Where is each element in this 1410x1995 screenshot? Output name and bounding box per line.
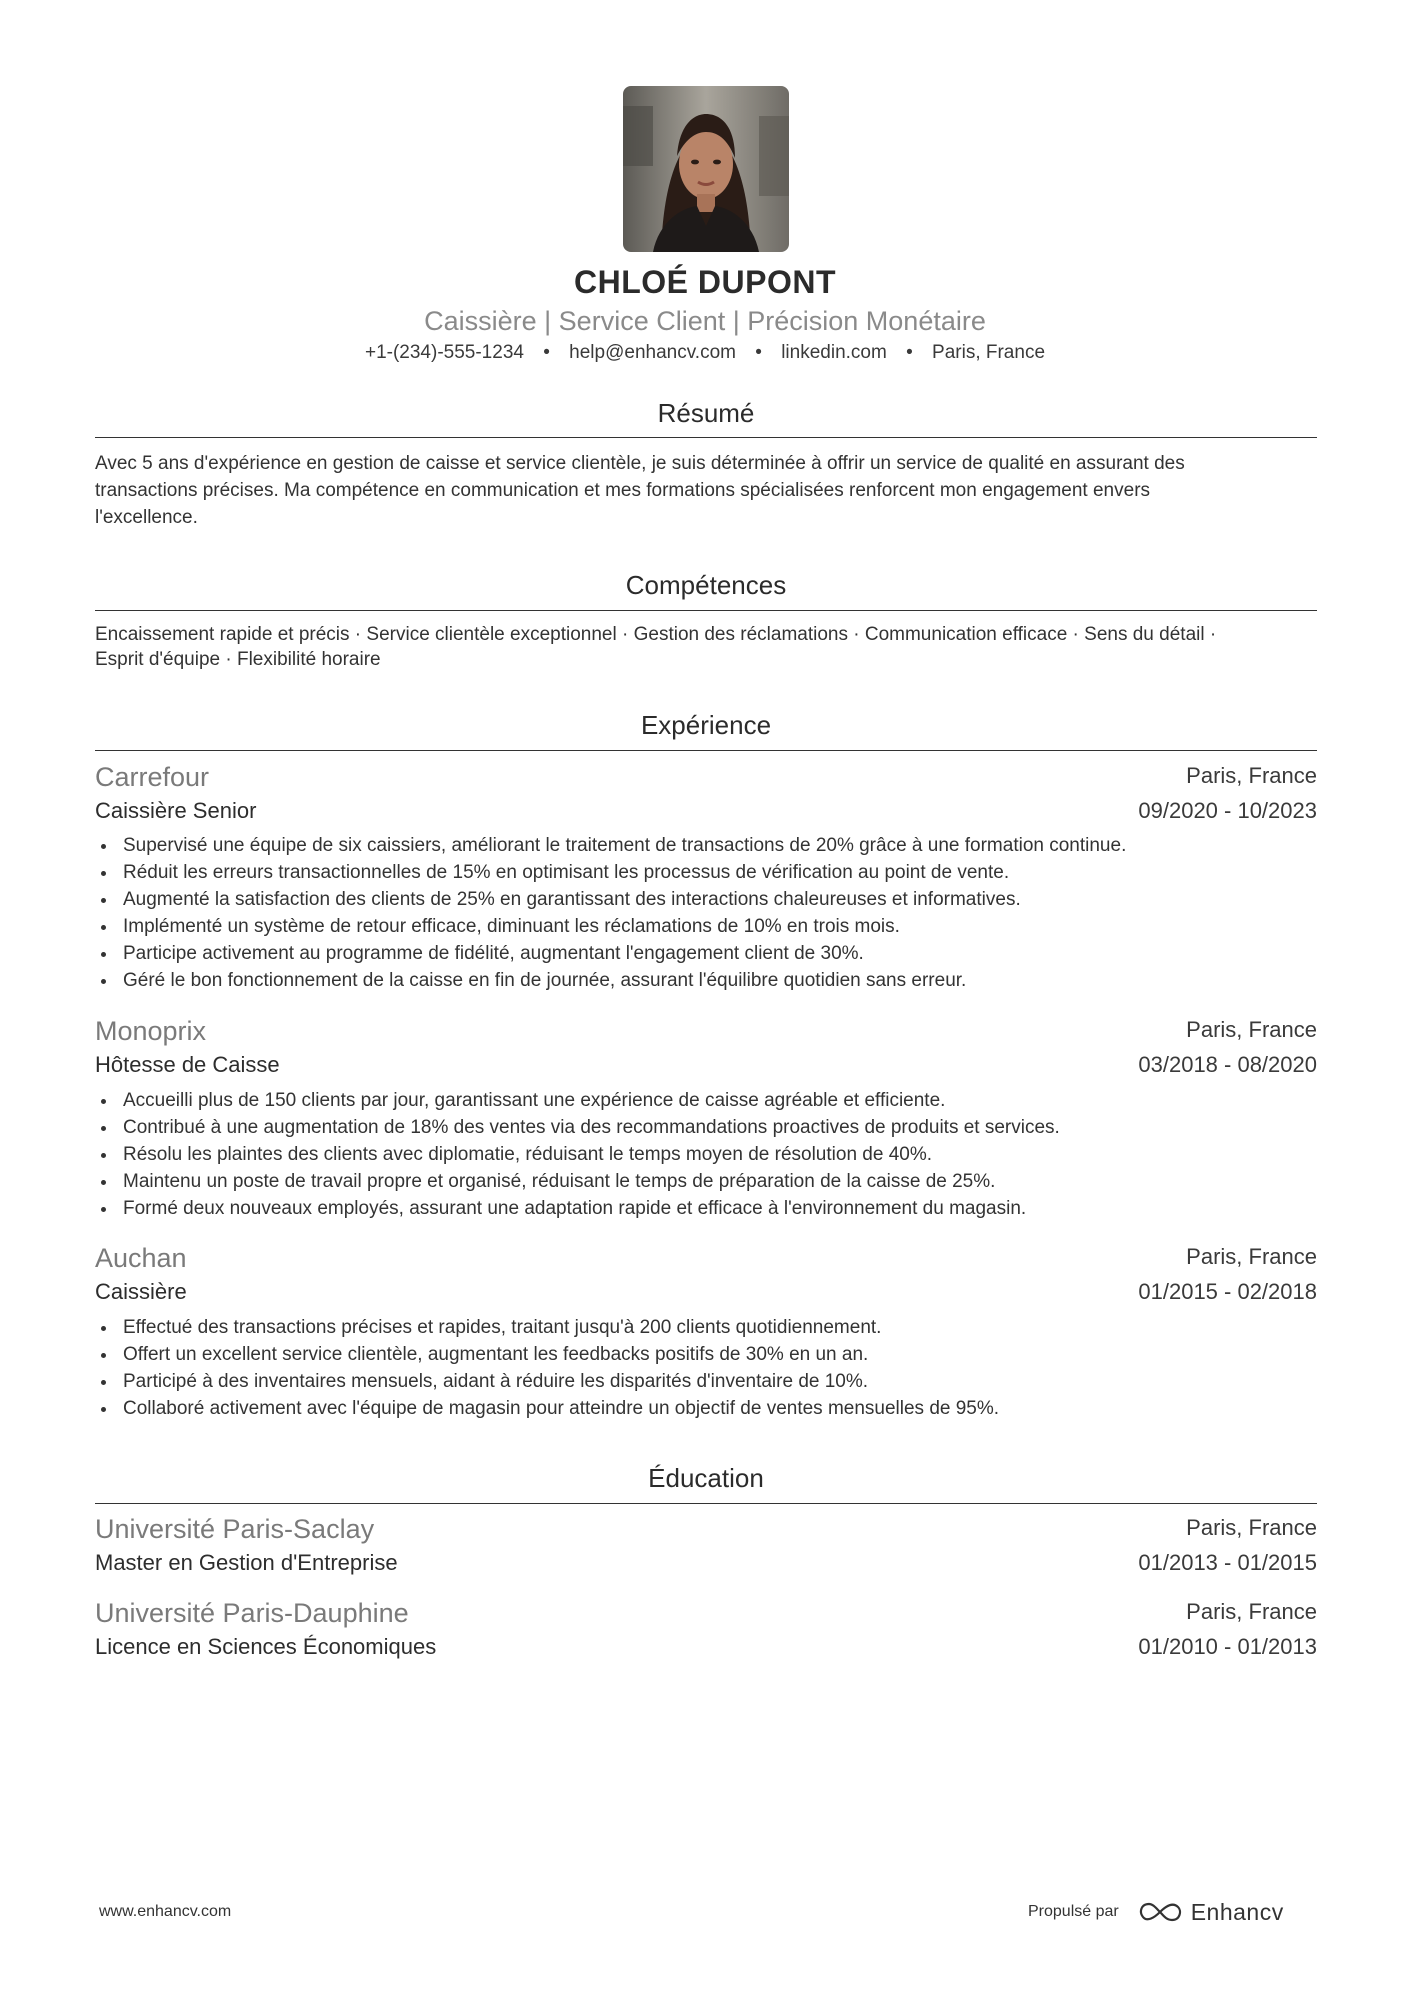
job-dates: 03/2018 - 08/2020 bbox=[1138, 1052, 1317, 1077]
job-bullets bbox=[95, 1087, 1317, 1222]
profile-photo-icon bbox=[623, 86, 789, 252]
job-bullet: Implémenté un système de retour efficace, diminuant les réclamations de 10% en trois mois. bbox=[95, 913, 1317, 940]
contact-line bbox=[0, 342, 1410, 364]
section-title-experience: Expérience bbox=[640, 710, 772, 740]
job-bullet: Offert un excellent service clientèle, augmentant les feedbacks positifs de 30% en un an. bbox=[95, 1341, 1317, 1368]
section-divider bbox=[95, 610, 1317, 611]
job-company: Auchan bbox=[95, 1243, 187, 1273]
contact-separator: • bbox=[906, 342, 913, 363]
enhancv-logo-icon bbox=[1137, 1900, 1183, 1924]
section-title-education: Éducation bbox=[648, 1463, 764, 1493]
job-bullets bbox=[95, 1314, 1317, 1422]
school-degree: Master en Gestion d'Entreprise bbox=[95, 1550, 398, 1575]
contact-linkedin[interactable]: linkedin.com bbox=[781, 342, 887, 363]
job-bullet: Géré le bon fonctionnement de la caisse en fin de journée, assurant l'équilibre quotidien sans erreur. bbox=[95, 967, 1317, 994]
summary-text bbox=[95, 450, 1317, 531]
candidate-name: CHLOÉ DUPONT bbox=[574, 264, 836, 300]
job-location: Paris, France bbox=[1186, 763, 1317, 788]
contact-phone[interactable]: +1-(234)-555-1234 bbox=[364, 342, 524, 363]
footer-branding bbox=[1028, 1897, 1284, 1927]
school-degree: Licence en Sciences Économiques bbox=[95, 1634, 437, 1659]
school-location: Paris, France bbox=[1186, 1599, 1317, 1624]
job-bullet: Participé à des inventaires mensuels, aidant à réduire les disparités d'inventaire de 10%. bbox=[95, 1368, 1317, 1395]
summary-line: transactions précises. Ma compétence en communication et mes formations spécialisées renforcent mon engagement envers bbox=[95, 480, 1151, 501]
brand-name: Enhancv bbox=[1190, 1898, 1284, 1925]
job-role: Hôtesse de Caisse bbox=[95, 1052, 280, 1077]
contact-location: Paris, France bbox=[932, 342, 1046, 363]
skills-line: Encaissement rapide et précis · Service clientèle exceptionnel · Gestion des réclamations · Communication efficace · Sens du détail · bbox=[95, 624, 1217, 645]
job-bullet: Accueilli plus de 150 clients par jour, garantissant une expérience de caisse agréable et efficiente. bbox=[95, 1087, 1317, 1114]
powered-by-label: Propulsé par bbox=[1028, 1903, 1119, 1920]
section-divider bbox=[95, 750, 1317, 751]
school-location: Paris, France bbox=[1186, 1515, 1317, 1540]
job-location: Paris, France bbox=[1186, 1244, 1317, 1269]
job-bullet: Collaboré activement avec l'équipe de magasin pour atteindre un objectif de ventes mensuelles de 95%. bbox=[95, 1395, 1317, 1422]
section-divider bbox=[95, 1503, 1317, 1504]
job-location: Paris, France bbox=[1186, 1017, 1317, 1042]
job-dates: 01/2015 - 02/2018 bbox=[1138, 1279, 1317, 1304]
summary-line: Avec 5 ans d'expérience en gestion de caisse et service clientèle, je suis déterminée à offrir un service de qualité en assurant des bbox=[95, 453, 1185, 474]
job-bullet: Réduit les erreurs transactionnelles de 15% en optimisant les processus de vérification au point de vente. bbox=[95, 859, 1317, 886]
job-dates: 09/2020 - 10/2023 bbox=[1138, 798, 1317, 823]
job-bullet: Effectué des transactions précises et rapides, traitant jusqu'à 200 clients quotidiennement. bbox=[95, 1314, 1317, 1341]
job-bullets bbox=[95, 832, 1317, 994]
job-bullet: Contribué à une augmentation de 18% des ventes via des recommandations proactives de produits et services. bbox=[95, 1114, 1317, 1141]
contact-separator: • bbox=[543, 342, 550, 363]
job-bullet: Résolu les plaintes des clients avec diplomatie, réduisant le temps moyen de résolution de 40%. bbox=[95, 1141, 1317, 1168]
job-bullet: Maintenu un poste de travail propre et organisé, réduisant le temps de préparation de la caisse de 25%. bbox=[95, 1168, 1317, 1195]
job-role: Caissière bbox=[95, 1279, 187, 1304]
school-dates: 01/2010 - 01/2013 bbox=[1138, 1634, 1317, 1659]
school-name: Université Paris-Saclay bbox=[95, 1514, 375, 1544]
job-role: Caissière Senior bbox=[95, 798, 257, 823]
skills-text bbox=[95, 622, 1317, 672]
skills-line: Esprit d'équipe · Flexibilité horaire bbox=[95, 649, 381, 670]
section-divider bbox=[95, 437, 1317, 438]
job-bullet: Supervisé une équipe de six caissiers, améliorant le traitement de transactions de 20% grâce à une formation continue. bbox=[95, 832, 1317, 859]
contact-email[interactable]: help@enhancv.com bbox=[569, 342, 736, 363]
job-company: Carrefour bbox=[95, 762, 210, 792]
school-name: Université Paris-Dauphine bbox=[95, 1598, 409, 1628]
school-dates: 01/2013 - 01/2015 bbox=[1138, 1550, 1317, 1575]
contact-separator: • bbox=[755, 342, 762, 363]
job-bullet: Augmenté la satisfaction des clients de 25% en garantissant des interactions chaleureuses et informatives. bbox=[95, 886, 1317, 913]
job-company: Monoprix bbox=[95, 1016, 207, 1046]
section-title-summary: Résumé bbox=[657, 398, 755, 428]
brand-logo[interactable] bbox=[1137, 1899, 1284, 1926]
footer-website[interactable]: www.enhancv.com bbox=[99, 1903, 232, 1920]
summary-line: l'excellence. bbox=[95, 507, 198, 528]
candidate-tagline: Caissière | Service Client | Précision Monétaire bbox=[424, 306, 986, 336]
section-title-skills: Compétences bbox=[625, 570, 787, 600]
job-bullet: Participe activement au programme de fidélité, augmentant l'engagement client de 30%. bbox=[95, 940, 1317, 967]
job-bullet: Formé deux nouveaux employés, assurant une adaptation rapide et efficace à l'environnement du magasin. bbox=[95, 1195, 1317, 1222]
profile-photo bbox=[623, 86, 789, 252]
